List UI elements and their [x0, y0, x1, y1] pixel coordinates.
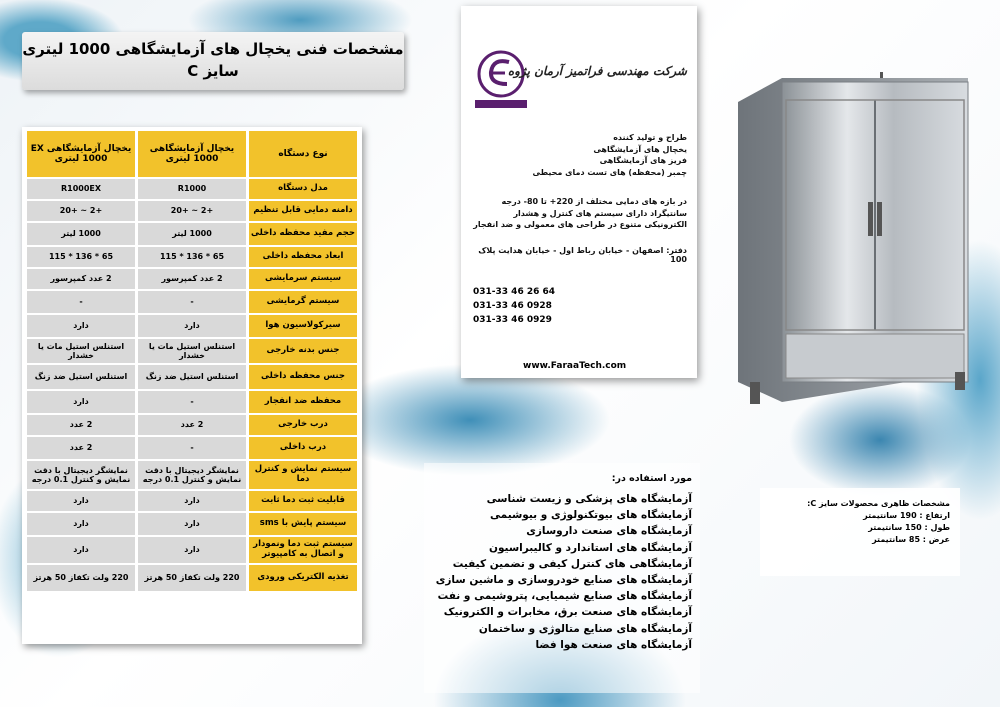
- row-label-cell: سیستم گرمایشی: [249, 291, 357, 313]
- table-row: [27, 537, 357, 563]
- table-row: [27, 315, 357, 337]
- list-item: آزمایشگاه های استاندارد و کالیبراسیون: [488, 541, 692, 554]
- table-cell: R1000EX: [27, 179, 135, 199]
- table-header-cell: نوع دستگاه: [249, 131, 357, 177]
- row-label-cell: حجم مفید محفظه داخلی: [249, 223, 357, 245]
- table-cell: دارد: [138, 315, 246, 337]
- list-item: آزمایشگاه های صنایع خودروسازی و ماشین سازی: [435, 574, 692, 587]
- phone-number: 031-33 46 0929: [473, 314, 552, 325]
- phone-number: 031-33 46 26 64: [473, 287, 556, 297]
- table-cell: 2 عدد: [27, 415, 135, 435]
- table-header-cell: یخچال آزمایشگاهی 1000 لیتری: [138, 131, 246, 177]
- table-cell: R1000: [138, 179, 246, 199]
- table-header-row: [27, 131, 357, 177]
- table-header-cell: یخچال آزمایشگاهی EX 1000 لیتری: [27, 131, 135, 177]
- table-cell: دارد: [27, 513, 135, 535]
- table-cell: دارد: [27, 491, 135, 511]
- table-row: [27, 513, 357, 535]
- list-item: آزمایشگاه های صنایع شیمیایی، پتروشیمی و نفت: [437, 590, 692, 603]
- row-label-cell: محفظه ضد انفجار: [249, 391, 357, 413]
- row-label-cell: سیستم نمایش و کنترل دما: [249, 461, 357, 489]
- table-cell: دارد: [27, 537, 135, 563]
- table-cell: -: [138, 291, 246, 313]
- list-item: آزمایشگاه های صنعت هوا فضا: [535, 638, 692, 651]
- table-row: [27, 437, 357, 459]
- dimensions-heading: مشخصات ظاهری محصولات سایز C:: [807, 499, 950, 508]
- table-cell: -: [138, 437, 246, 459]
- row-label-cell: دامنه دمایی قابل تنظیم: [249, 201, 357, 221]
- table-row: [27, 201, 357, 221]
- dimension-height: ارتفاع : 190 سانتیمتر: [863, 511, 950, 520]
- intro-line: طراح و تولید کننده: [613, 133, 687, 142]
- table-row: [27, 461, 357, 489]
- table-cell: نمایشگر دیجیتال با دقت نمایش و کنترل 0.1 درجه: [27, 461, 135, 489]
- table-cell: استنلس استیل مات یا خشدار: [27, 339, 135, 363]
- table-cell: دارد: [138, 537, 246, 563]
- fridge-image: [730, 72, 970, 412]
- table-cell: 1000 لیتر: [27, 223, 135, 245]
- table-cell: استنلس استیل مات یا خشدار: [138, 339, 246, 363]
- usage-list: [432, 491, 692, 653]
- table-cell: استنلس استیل ضد زنگ: [138, 365, 246, 389]
- table-cell: استنلس استیل ضد زنگ: [27, 365, 135, 389]
- title-box: [22, 32, 404, 90]
- row-label-cell: درب داخلی: [249, 437, 357, 459]
- row-label-cell: ابعاد محفظه داخلی: [249, 247, 357, 267]
- table-cell: 2 عدد کمپرسور: [27, 269, 135, 289]
- list-item: آزمایشگاه های بیوتکنولوژی و بیوشیمی: [490, 509, 692, 522]
- list-item: آزمایشگاه های صنایع متالوژی و ساختمان: [478, 622, 692, 635]
- page-subtitle: سایز C: [187, 62, 239, 80]
- table-cell: دارد: [138, 513, 246, 535]
- table-row: [27, 339, 357, 363]
- table-cell: -: [27, 291, 135, 313]
- row-label-cell: سیستم پایش با sms: [249, 513, 357, 535]
- table-row: [27, 247, 357, 267]
- list-item: آزمایشگاه های صنعت داروسازی: [526, 525, 692, 538]
- row-label-cell: جنس محفظه داخلی: [249, 365, 357, 389]
- table-cell: -: [138, 391, 246, 413]
- table-row: [27, 415, 357, 435]
- table-cell: نمایشگر دیجیتال با دقت نمایش و کنترل 0.1 درجه: [138, 461, 246, 489]
- table-row: [27, 269, 357, 289]
- intro-line: یخچال های آزمایشگاهی: [593, 144, 687, 154]
- table-row: [27, 391, 357, 413]
- row-label-cell: مدل دستگاه: [249, 179, 357, 199]
- company-description: در بازه های دمایی مختلف از 220+ تا 80- درجه سانتیگراد دارای سیستم های کنترل و هشدار الکترونیکی متنوع در طراحی های معمولی و ضد انفجار: [473, 197, 687, 230]
- usage-panel: [424, 463, 700, 693]
- table-cell: 65 * 136 * 115: [138, 247, 246, 267]
- row-label-cell: سیستم سرمایشی: [249, 269, 357, 289]
- table-row: [27, 291, 357, 313]
- company-panel: [461, 6, 697, 378]
- row-label-cell: درب خارجی: [249, 415, 357, 435]
- row-label-cell: سیرکولاسیون هوا: [249, 315, 357, 337]
- dimensions-panel: [760, 488, 960, 576]
- table-cell: 65 * 136 * 115: [27, 247, 135, 267]
- table-row: [27, 491, 357, 511]
- table-row: [27, 565, 357, 591]
- company-logo: [471, 48, 531, 110]
- table-cell: 1000 لیتر: [138, 223, 246, 245]
- table-row: [27, 223, 357, 245]
- table-row: [27, 365, 357, 389]
- row-label-cell: جنس بدنه خارجی: [249, 339, 357, 363]
- list-item: آزمایشگاه های صنعت برق، مخابرات و الکترونیک: [443, 606, 692, 619]
- dimension-length: طول : 150 سانتیمتر: [868, 523, 950, 532]
- company-intro: [471, 132, 687, 178]
- table-cell: +2 ~ +20: [27, 201, 135, 221]
- table-cell: دارد: [27, 391, 135, 413]
- table-cell: 220 ولت تکفاز 50 هرتز: [27, 565, 135, 591]
- table-cell: 2 عدد کمپرسور: [138, 269, 246, 289]
- page-title: مشخصات فنی یخچال های آزمایشگاهی 1000 لیتری: [22, 40, 404, 58]
- dimension-width: عرض : 85 سانتیمتر: [872, 535, 950, 544]
- table-cell: +2 ~ +20: [138, 201, 246, 221]
- spec-table-grid: [24, 129, 360, 593]
- row-label-cell: سیستم ثبت دما ونمودار و اتصال به کامپیوتر: [249, 537, 357, 563]
- table-cell: دارد: [138, 491, 246, 511]
- table-cell: دارد: [27, 315, 135, 337]
- intro-line: فریز های آزمایشگاهی: [599, 156, 687, 166]
- website-link[interactable]: www.FaraaTech.com: [523, 361, 627, 371]
- list-item: آزمایشگاه های پزشکی و زیست شناسی: [486, 493, 692, 505]
- table-cell: 2 عدد: [138, 415, 246, 435]
- usage-heading: مورد استفاده در:: [611, 473, 692, 484]
- list-item: آزمایشگاهی های کنترل کیفی و تضمین کیفیت: [452, 557, 692, 570]
- row-label-cell: قابلیت ثبت دما ثابت: [249, 491, 357, 511]
- table-cell: 2 عدد: [27, 437, 135, 459]
- phone-list: [473, 286, 555, 328]
- table-row: [27, 179, 357, 199]
- company-address: دفتر: اصفهان - خیابان رباط اول - خیابان هدایت پلاک 100: [478, 246, 687, 264]
- intro-line: چمبر (محفظه) های تست دمای محیطی: [532, 167, 687, 177]
- row-label-cell: تغذیه الکتریکی ورودی: [249, 565, 357, 591]
- phone-number: 031-33 46 0928: [473, 300, 552, 311]
- company-name: شرکت مهندسی فراتمیز آرمان پژوه: [507, 64, 687, 78]
- spec-table: [22, 127, 362, 644]
- table-cell: 220 ولت تکفاز 50 هرتز: [138, 565, 246, 591]
